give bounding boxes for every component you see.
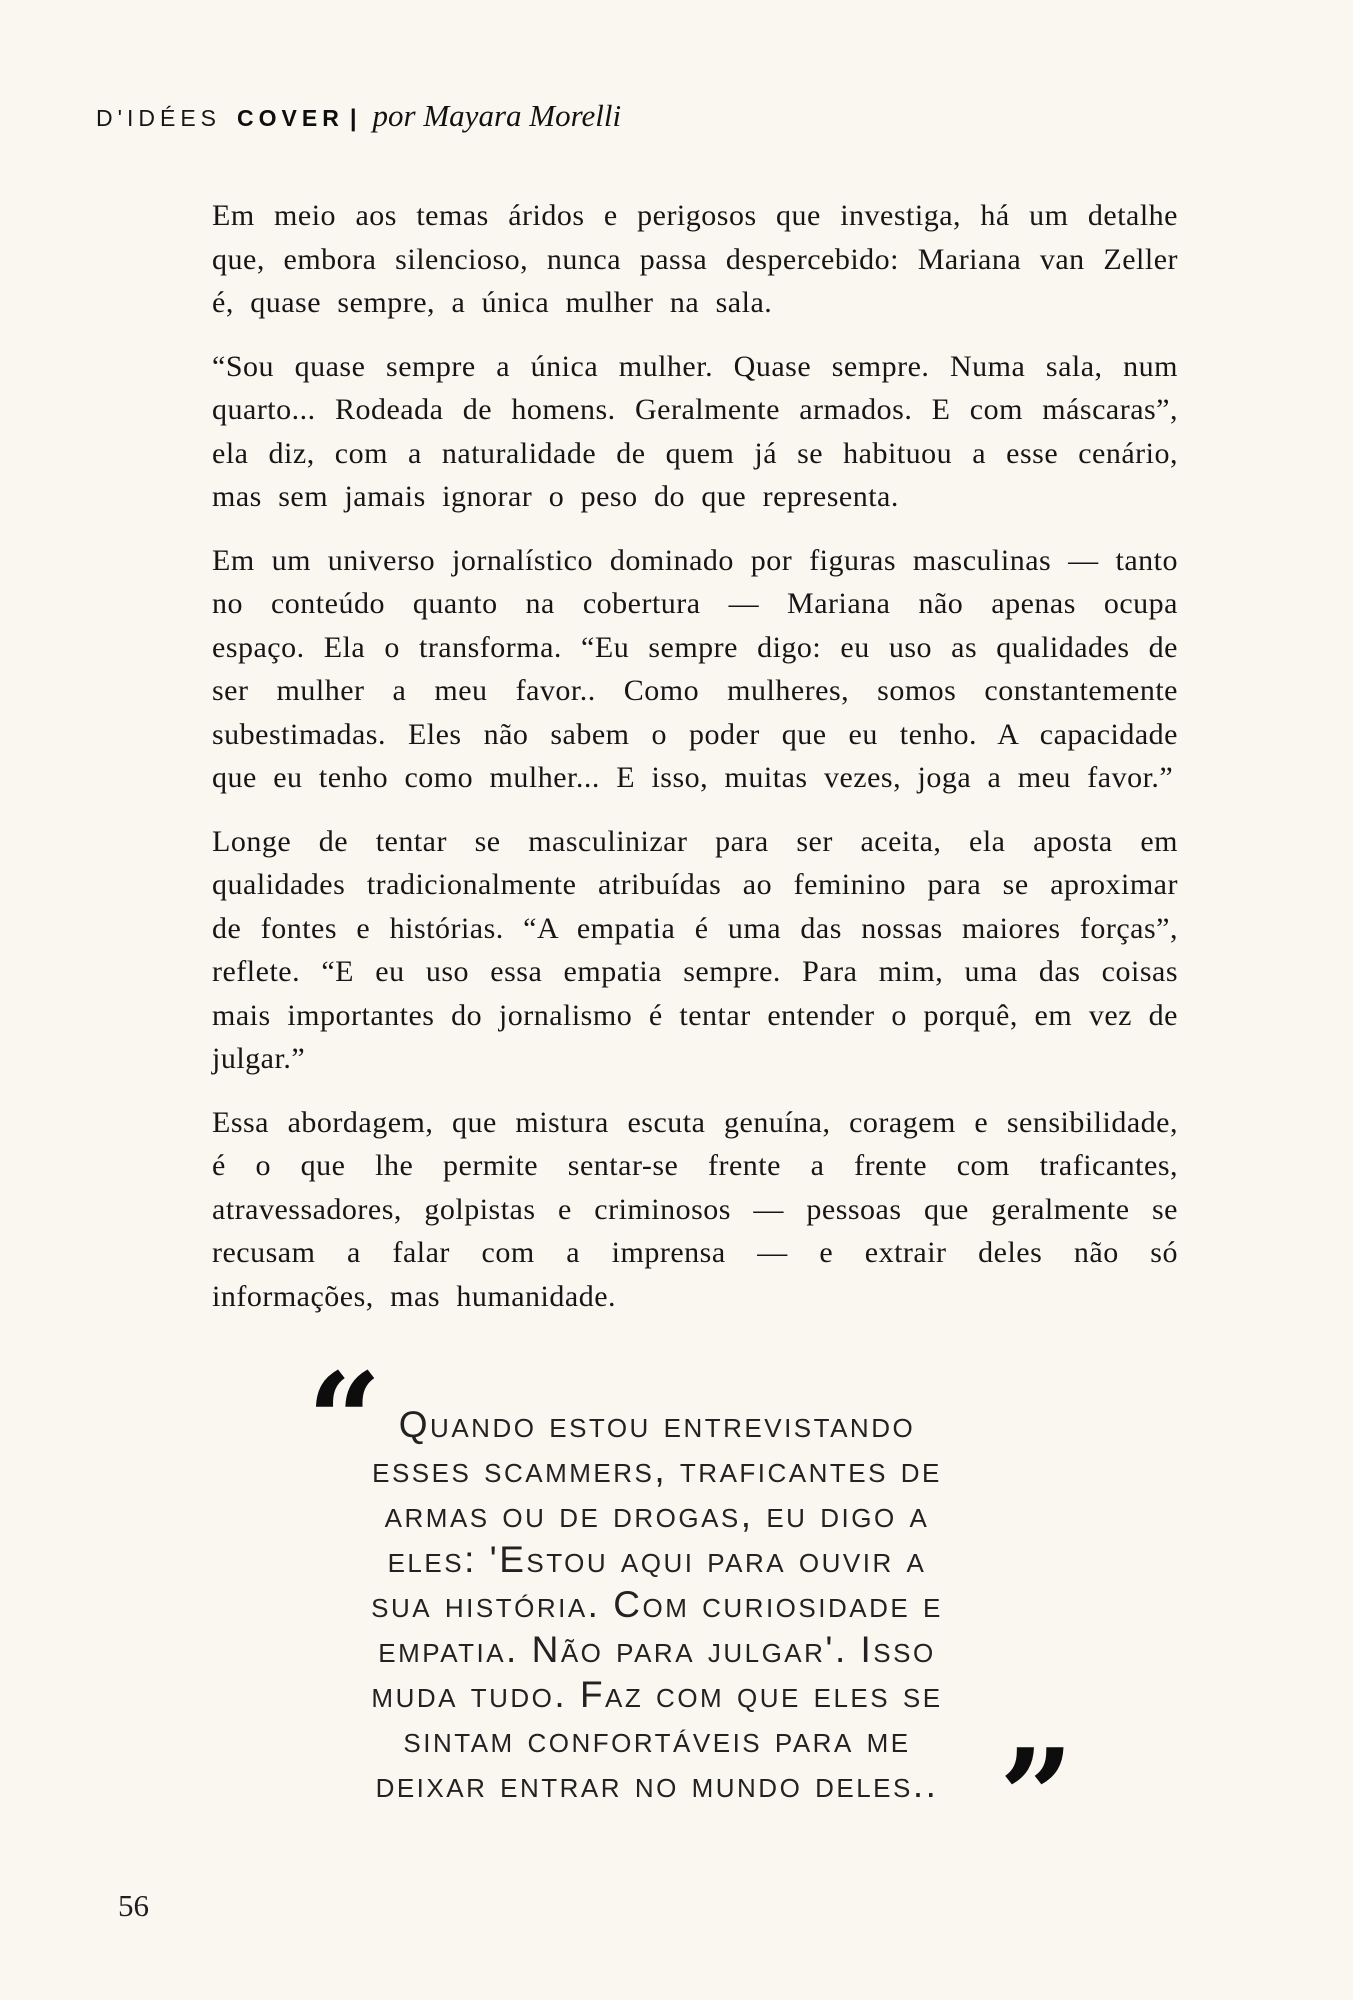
pull-quote-line: eles: 'Estou aqui para ouvir a xyxy=(387,1539,927,1580)
pull-quote-line: armas ou de drogas, eu digo a xyxy=(384,1494,930,1535)
article-body xyxy=(212,194,1178,1318)
article-paragraph: Longe de tentar se masculinizar para ser aceita, ela aposta em qualidades tradicionalmente atribuídas ao feminino para se aproximar de fontes e histórias. “A empatia é uma das nossas maiores forças”, reflete. “E eu uso essa empatia sempre. Para mim, uma das coisas mais importantes do jornalismo é tentar entender o porquê, em vez de julgar.” xyxy=(212,824,1178,1075)
magazine-name: D'IDÉES xyxy=(96,105,222,131)
pull-quote-text xyxy=(277,1402,1037,1807)
pull-quote-line: deixar entrar no mundo deles.. xyxy=(375,1764,939,1805)
byline: por Mayara Morelli xyxy=(372,98,622,133)
open-quote-mark-icon: “ xyxy=(307,1344,382,1497)
pull-quote-line: muda tudo. Faz com que eles se xyxy=(371,1674,943,1715)
article-paragraph: “Sou quase sempre a única mulher. Quase sempre. Numa sala, num quarto... Rodeada de homens. Geralmente armados. E com máscaras”, ela diz, com a naturalidade de quem já se habituou a esse cenário, mas sem jamais ignorar o peso do que representa. xyxy=(212,349,1178,513)
pull-quote xyxy=(277,1344,1074,1873)
page-header xyxy=(96,98,621,134)
article-paragraph: Em um universo jornalístico dominado por figuras masculinas — tanto no conteúdo quanto na cobertura — Mariana não apenas ocupa espaço. Ela o transforma. “Eu sempre digo: eu uso as qualidades de ser mulher a meu favor.. Como mulheres, somos constantemente subestimadas. Eles não sabem o poder que eu tenho. A capacidade que eu tenho como mulher... E isso, muitas vezes, joga a meu favor.” xyxy=(212,543,1178,794)
pull-quote-line: sintam confortáveis para me xyxy=(403,1719,911,1760)
pull-quote-line: Quando estou entrevistando xyxy=(398,1404,916,1445)
article-paragraph: Em meio aos temas áridos e perigosos que investiga, há um detalhe que, embora silencioso, nunca passa despercebido: Mariana van Zeller é, quase sempre, a única mulher na sala. xyxy=(212,199,1178,319)
page-number: 56 xyxy=(118,1888,149,1923)
pull-quote-line: empatia. Não para julgar'. Isso xyxy=(378,1629,936,1670)
close-quote-mark-icon: ” xyxy=(999,1720,1074,1873)
section-label: COVER xyxy=(237,105,344,131)
pull-quote-line: sua história. Com curiosidade e xyxy=(371,1584,943,1625)
pull-quote-line: esses scammers, traficantes de xyxy=(372,1449,942,1490)
header-separator: | xyxy=(349,105,357,132)
article-paragraph: Essa abordagem, que mistura escuta genuína, coragem e sensibilidade, é o que lhe permite sentar-se frente a frente com traficantes, atravessadores, golpistas e criminosos — pessoas que geralmente se recusam a falar com a imprensa — e extrair deles não só informações, mas humanidade. xyxy=(212,1105,1178,1313)
